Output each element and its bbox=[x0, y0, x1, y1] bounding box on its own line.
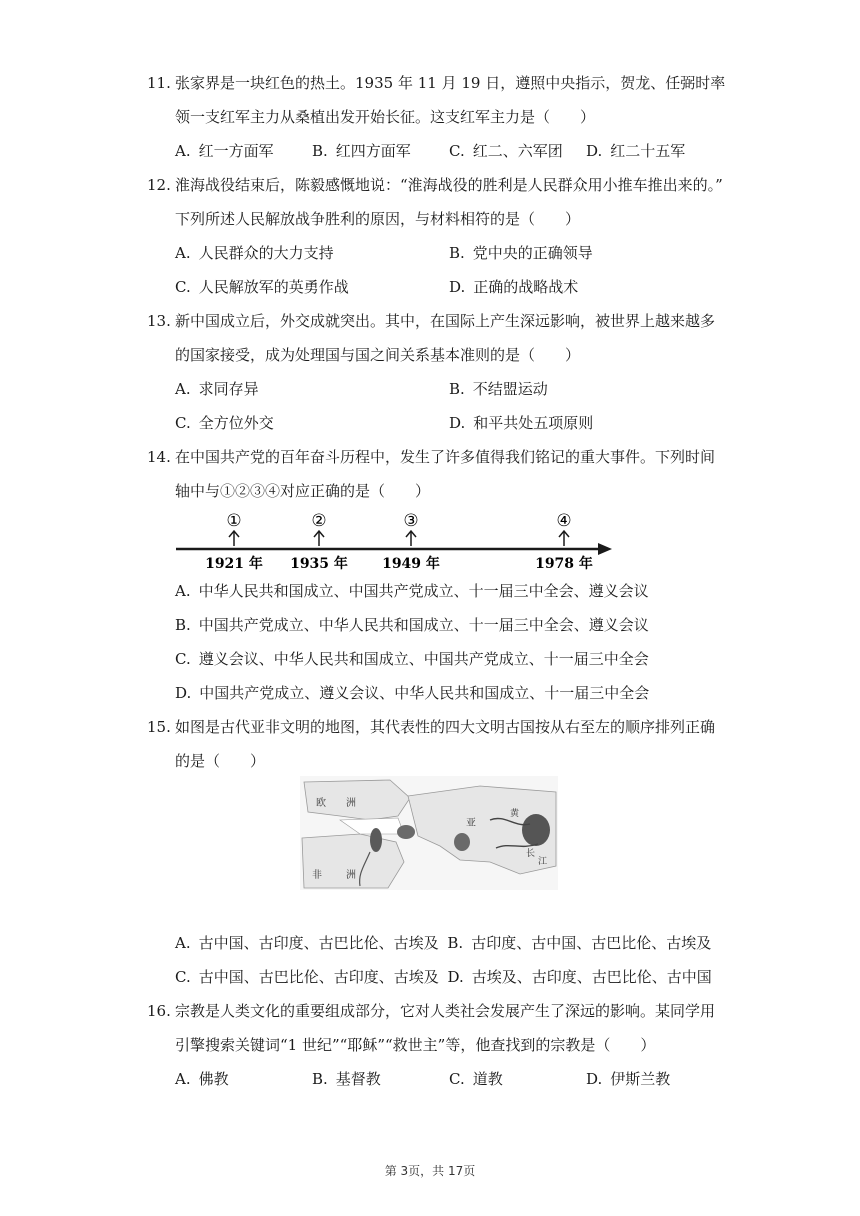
option-a[interactable]: A. 人民群众的大力支持 bbox=[175, 244, 334, 262]
timeline-marker: ① bbox=[226, 511, 242, 531]
map-label: 洲 bbox=[346, 870, 356, 881]
question-14-stem-line2: 轴中与①②③④对应正确的是（ ） bbox=[175, 482, 431, 500]
map-region-india bbox=[454, 833, 470, 851]
question-number: 11. bbox=[147, 74, 171, 92]
option-d[interactable]: D. 伊斯兰教 bbox=[586, 1070, 671, 1088]
timeline-year: 1921 年 bbox=[205, 556, 263, 572]
option-d[interactable]: D. 中国共产党成立、遵义会议、中华人民共和国成立、十一届三中全会 bbox=[175, 684, 650, 702]
timeline-year: 1935 年 bbox=[290, 556, 348, 572]
question-number: 14. bbox=[147, 448, 171, 466]
option-b[interactable]: B. 红四方面军 bbox=[312, 142, 411, 160]
timeline-year: 1978 年 bbox=[535, 556, 593, 572]
option-d[interactable]: D. 古埃及、古印度、古巴比伦、古中国 bbox=[447, 968, 712, 986]
map-label: 江 bbox=[538, 857, 548, 867]
map-label: 欧 bbox=[316, 798, 326, 809]
timeline-marker: ④ bbox=[556, 511, 572, 531]
timeline-arrowhead bbox=[598, 543, 612, 555]
timeline-marker: ③ bbox=[403, 511, 419, 531]
map-label: 非 bbox=[312, 870, 322, 881]
page-footer: 第 3页，共 17页 bbox=[384, 1164, 476, 1178]
question-12-options-row2 bbox=[147, 270, 727, 304]
question-13-stem-line1: 13. 新中国成立后，外交成就突出。其中，在国际上产生深远影响，被世界上越来越多 bbox=[147, 304, 727, 338]
timeline-figure bbox=[170, 506, 620, 576]
option-a[interactable]: A. 红一方面军 bbox=[175, 142, 274, 160]
question-number: 16. bbox=[147, 1002, 171, 1020]
option-a[interactable]: A. 中华人民共和国成立、中国共产党成立、十一届三中全会、遵义会议 bbox=[175, 582, 649, 600]
question-number: 12. bbox=[147, 176, 171, 194]
question-15-options-row2 bbox=[147, 960, 727, 994]
timeline-marker: ② bbox=[311, 511, 327, 531]
option-a[interactable]: A. 求同存异 bbox=[175, 380, 259, 398]
timeline-event-4 bbox=[535, 511, 593, 572]
map-label: 黄 bbox=[510, 809, 520, 819]
question-11-stem-line1: 11. 张家界是一块红色的热土。1935 年 11 月 19 日，遵照中央指示，贺龙、任弼时率 bbox=[147, 66, 727, 100]
map-region-egypt bbox=[370, 828, 382, 852]
question-15-options-row1 bbox=[147, 926, 727, 960]
option-b[interactable]: B. 党中央的正确领导 bbox=[449, 244, 593, 262]
question-13-stem-line2: 的国家接受，成为处理国与国之间关系基本准则的是（ ） bbox=[175, 346, 581, 364]
question-16 bbox=[147, 994, 727, 1096]
map-label: 长 bbox=[526, 849, 536, 859]
map-label: 亚 bbox=[466, 818, 476, 829]
option-c[interactable]: C. 道教 bbox=[449, 1070, 503, 1088]
question-11 bbox=[147, 66, 727, 168]
question-16-stem-line1: 16. 宗教是人类文化的重要组成部分，它对人类社会发展产生了深远的影响。某同学用 bbox=[147, 994, 727, 1028]
option-d[interactable]: D. 红二十五军 bbox=[586, 142, 686, 160]
question-14 bbox=[147, 440, 727, 508]
option-d[interactable]: D. 和平共处五项原则 bbox=[449, 414, 594, 432]
map-region-china bbox=[522, 814, 550, 846]
question-12 bbox=[147, 168, 727, 304]
question-15-options bbox=[147, 926, 727, 994]
question-16-options bbox=[147, 1062, 727, 1096]
question-15 bbox=[147, 710, 727, 778]
option-c[interactable]: C. 红二、六军团 bbox=[449, 142, 563, 160]
option-a[interactable]: A. 佛教 bbox=[175, 1070, 229, 1088]
option-a[interactable]: A. 古中国、古印度、古巴比伦、古埃及 bbox=[175, 934, 439, 952]
question-12-options-row1 bbox=[147, 236, 727, 270]
timeline-event-2 bbox=[290, 511, 348, 572]
option-c[interactable]: C. 遵义会议、中华人民共和国成立、中国共产党成立、十一届三中全会 bbox=[175, 650, 649, 668]
timeline-year: 1949 年 bbox=[382, 556, 440, 572]
question-16-stem-line2: 引擎搜索关键词“1 世纪”“耶稣”“救世主”等，他查找到的宗教是（ ） bbox=[175, 1036, 656, 1054]
question-13-options-row1 bbox=[147, 372, 727, 406]
question-11-options bbox=[147, 134, 727, 168]
timeline-event-1 bbox=[205, 511, 263, 572]
option-d[interactable]: D. 正确的战略战术 bbox=[449, 278, 579, 296]
option-c[interactable]: C. 人民解放军的英勇作战 bbox=[175, 278, 349, 296]
map-region-mesopotamia bbox=[397, 825, 415, 839]
option-b[interactable]: B. 古印度、古中国、古巴比伦、古埃及 bbox=[447, 934, 712, 952]
option-b[interactable]: B. 基督教 bbox=[312, 1070, 381, 1088]
timeline-event-3 bbox=[382, 511, 440, 572]
map-label: 洲 bbox=[346, 798, 356, 809]
option-c[interactable]: C. 全方位外交 bbox=[175, 414, 274, 432]
question-number: 13. bbox=[147, 312, 171, 330]
question-number: 15. bbox=[147, 718, 171, 736]
question-13-options-row2 bbox=[147, 406, 727, 440]
option-c[interactable]: C. 古中国、古巴比伦、古印度、古埃及 bbox=[175, 968, 439, 986]
option-b[interactable]: B. 不结盟运动 bbox=[449, 380, 548, 398]
question-11-stem-line2: 领一支红军主力从桑植出发开始长征。这支红军主力是（ ） bbox=[175, 108, 596, 126]
option-b[interactable]: B. 中国共产党成立、中华人民共和国成立、十一届三中全会、遵义会议 bbox=[175, 616, 649, 634]
ancient-civilizations-map bbox=[300, 776, 558, 890]
question-13 bbox=[147, 304, 727, 440]
question-12-stem-line1: 12. 淮海战役结束后，陈毅感慨地说：“淮海战役的胜利是人民群众用小推车推出来的。” bbox=[147, 168, 727, 202]
question-12-stem-line2: 下列所述人民解放战争胜利的原因，与材料相符的是（ ） bbox=[175, 210, 581, 228]
question-15-stem-line2: 的是（ ） bbox=[175, 752, 266, 770]
question-15-stem-line1: 15. 如图是古代亚非文明的地图，其代表性的四大文明古国按从右至左的顺序排列正确 bbox=[147, 710, 727, 744]
question-14-options bbox=[147, 574, 727, 710]
question-14-stem-line1: 14. 在中国共产党的百年奋斗历程中，发生了许多值得我们铭记的重大事件。下列时间 bbox=[147, 440, 727, 474]
